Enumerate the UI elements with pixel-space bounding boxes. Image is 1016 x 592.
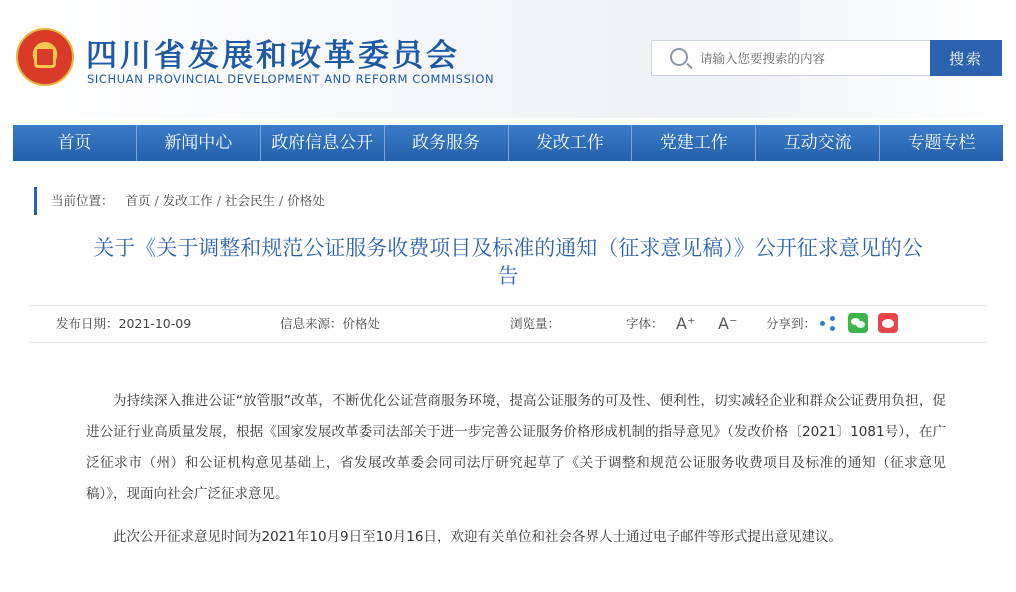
breadcrumb-label: 当前位置： [51,193,114,208]
font-larger-button[interactable]: A⁺ [676,314,696,333]
article-paragraph: 此次公开征求意见时间为2021年10月9日至10月16日，欢迎有关单位和社会各界人士通过电子邮件等形式提出意见建议。 [113,529,842,545]
nav-item-reform-work[interactable]: 发改工作 [509,125,633,161]
article-meta-bar [30,305,986,343]
view-count: 浏览量： [510,316,561,331]
national-emblem-icon [16,28,74,86]
nav-item-party-building[interactable]: 党建工作 [632,125,756,161]
breadcrumb-separator: / [216,193,221,208]
breadcrumb-item-price-dept[interactable]: 价格处 [287,193,325,208]
breadcrumb-separator: / [279,193,284,208]
main-nav [13,125,1003,161]
nav-item-services[interactable]: 政务服务 [385,125,509,161]
font-smaller-button[interactable]: A⁻ [718,314,738,333]
publish-date: 发布日期：2021-10-09 [56,316,192,331]
search-icon [670,48,688,66]
wechat-icon[interactable] [848,313,868,333]
search-input[interactable] [700,41,920,75]
share-label: 分享到： [766,316,817,331]
nav-item-gov-info[interactable]: 政府信息公开 [261,125,385,161]
weibo-icon[interactable] [878,313,898,333]
nav-item-topics[interactable]: 专题专栏 [907,133,976,153]
article-paragraph: 为持续深入推进公证“放管服”改革，不断优化公证营商服务环境，提高公证服务的可及性、便利性，切实减轻企业和群众公证费用负担，促进公证行业高质量发展，根据《国家发展改革委司法部关于进一步完善公证服务价格形成机制的指导意见》（发改价格〔2021〕1081号），在广泛征求市（州）和公证机构意见基础上，省发展改革委会同司法厅研究起草了《关于调整和规范公证服务收费项目及标准的通知（征求意见稿）》，现面向社会广泛征求意见。 [86,393,946,502]
breadcrumb [34,187,325,215]
nav-item-news[interactable]: 新闻中心 [137,125,261,161]
site-subtitle: SICHUAN PROVINCIAL DEVELOPMENT AND REFORM COMMISSION [87,72,495,86]
breadcrumb-item-social[interactable]: 社会民生 [224,193,275,208]
site-title[interactable]: 四川省发展和改革委员会 [86,38,460,74]
article-body [86,386,946,553]
breadcrumb-separator: / [154,193,159,208]
site-header [0,0,1016,118]
info-source: 信息来源：价格处 [280,316,381,331]
nav-item-interaction[interactable]: 互动交流 [756,125,880,161]
breadcrumb-item-home[interactable]: 首页 [125,193,151,208]
font-size-label: 字体： [626,316,664,331]
article-title: 关于《关于调整和规范公证服务收费项目及标准的通知（征求意见稿）》公开征求意见的公告 [93,236,923,288]
search-button[interactable]: 搜索 [930,40,1002,76]
breadcrumb-item-reform-work[interactable]: 发改工作 [162,193,213,208]
nav-item-home[interactable]: 首页 [13,125,137,161]
search-box [651,40,931,76]
share-icon[interactable] [820,316,836,332]
